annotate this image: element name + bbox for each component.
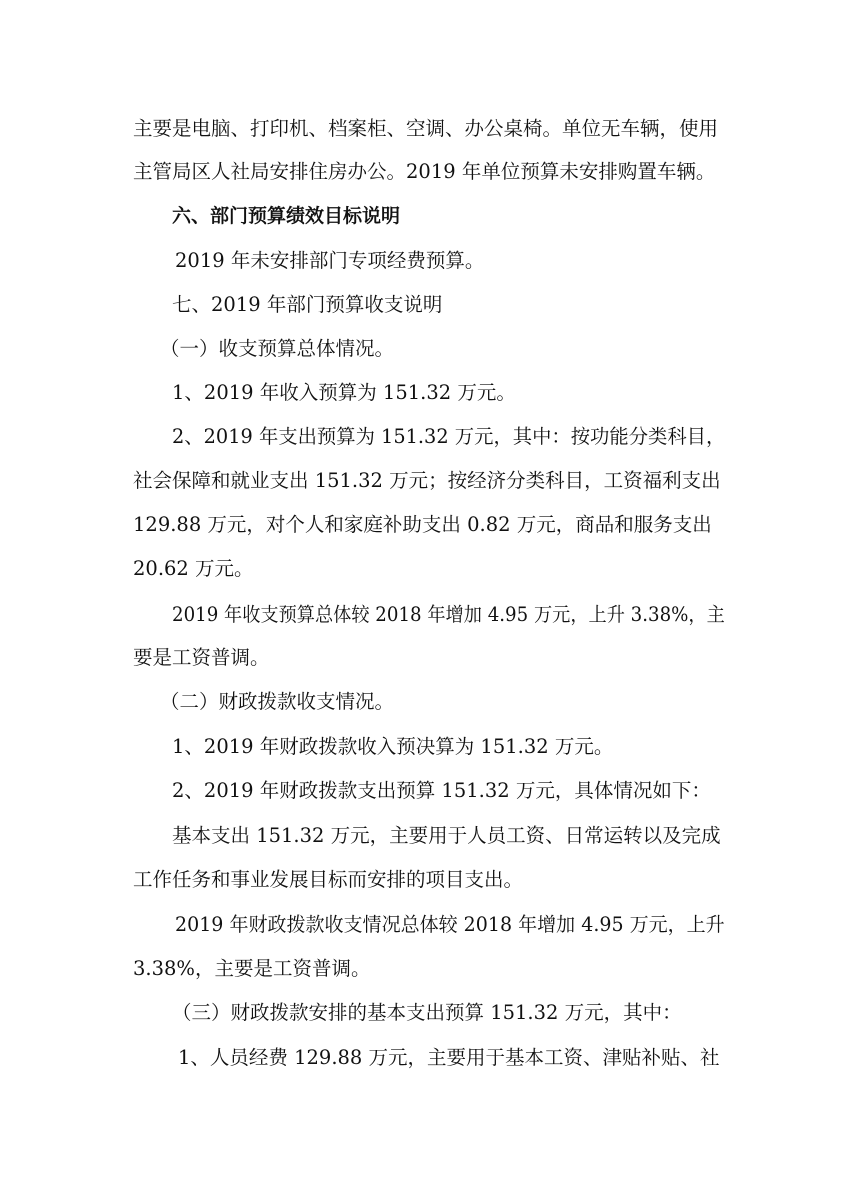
subsection-heading-1: （一）收支预算总体情况。 — [160, 337, 395, 360]
paragraph-line: 2、2019 年支出预算为 151.32 万元，其中：按功能分类科目， — [172, 425, 726, 448]
paragraph-line: 3.38%，主要是工资普调。 — [133, 957, 371, 980]
paragraph-line: 1、人员经费 129.88 万元，主要用于基本工资、津贴补贴、社 — [178, 1046, 720, 1069]
subsection-heading-3: （三）财政拨款安排的基本支出预算 151.32 万元，其中： — [172, 1001, 682, 1024]
paragraph-line: 1、2019 年财政拨款收入预决算为 151.32 万元。 — [172, 735, 614, 758]
paragraph-line: 1、2019 年收入预算为 151.32 万元。 — [172, 381, 516, 404]
paragraph-line: 20.62 万元。 — [133, 557, 254, 580]
section-heading-6: 六、部门预算绩效目标说明 — [172, 205, 401, 227]
paragraph-line: 2019 年未安排部门专项经费预算。 — [175, 249, 485, 272]
paragraph-line: 要是工资普调。 — [133, 646, 270, 669]
section-heading-7: 七、2019 年部门预算收支说明 — [172, 293, 443, 316]
paragraph-line: 2、2019 年财政拨款支出预算 151.32 万元，具体情况如下： — [172, 779, 711, 802]
paragraph-line: 129.88 万元，对个人和家庭补助支出 0.82 万元，商品和服务支出 — [133, 513, 712, 536]
paragraph-line: 社会保障和就业支出 151.32 万元；按经济分类科目，工资福利支出 — [133, 469, 721, 492]
paragraph-line: 主管局区人社局安排住房办公。2019 年单位预算未安排购置车辆。 — [133, 160, 716, 183]
paragraph-line: 2019 年收支预算总体较 2018 年增加 4.95 万元，上升 3.38%，主 — [172, 603, 725, 626]
subsection-heading-2: （二）财政拨款收支情况。 — [160, 690, 395, 713]
paragraph-line: 基本支出 151.32 万元，主要用于人员工资、日常运转以及完成 — [172, 824, 721, 847]
paragraph-line: 工作任务和事业发展目标而安排的项目支出。 — [133, 868, 524, 891]
paragraph-line: 主要是电脑、打印机、档案柜、空调、办公桌椅。单位无车辆，使用 — [133, 117, 719, 140]
paragraph-line: 2019 年财政拨款收支情况总体较 2018 年增加 4.95 万元，上升 — [175, 913, 725, 936]
